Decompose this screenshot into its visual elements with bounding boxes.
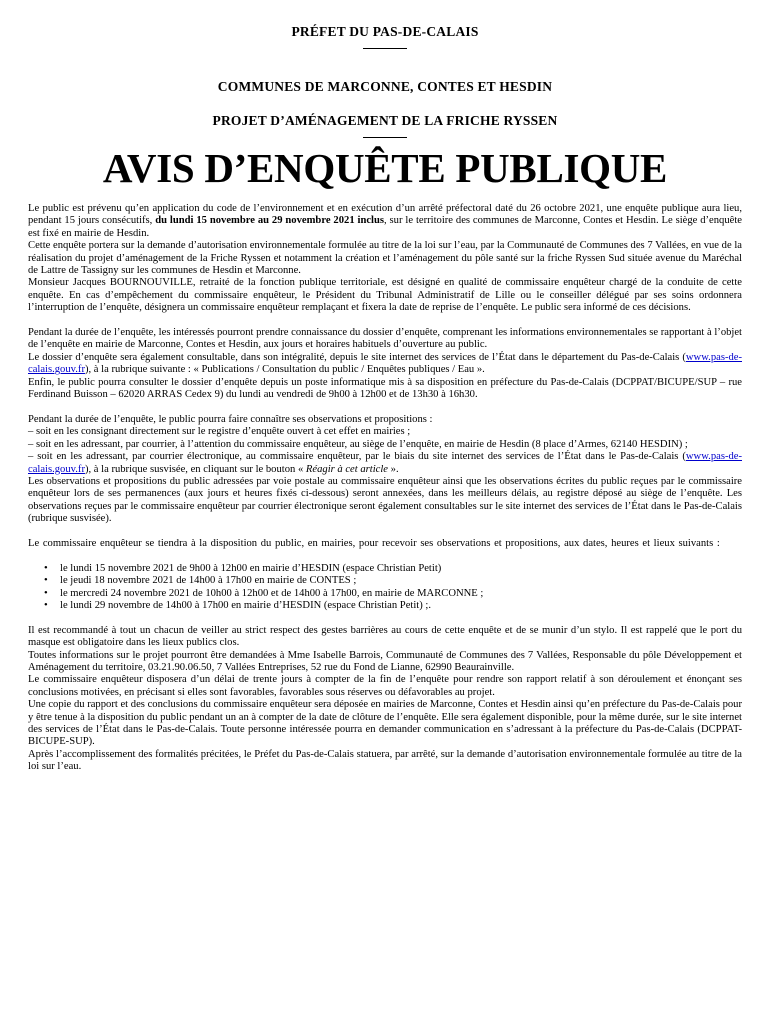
divider [363, 48, 407, 49]
inquiry-dates: du lundi 15 novembre au 29 novembre 2021 inclus [155, 215, 385, 227]
list-item: • le lundi 15 novembre 2021 de 9h00 à 12h00 en mairie d’HESDIN (espace Christian Petit) [44, 562, 442, 574]
decision-paragraph: Après l’accomplissement des formalités précitées, le Préfet du Pas-de-Calais statuera, par arrêté, sur la demande d’autorisation environnementale formulée au titre de la loi sur l’eau. [28, 748, 742, 773]
observation-method-mail: – soit en les adressant, par courrier, à l’attention du commissaire enquêteur, au siège de l’enquête, en mairie de Hesdin (8 place d’Armes, 62140 HESDIN) ; [28, 438, 688, 450]
terminal-consultation-paragraph: Enfin, le public pourra consulter le dossier d’enquête depuis un poste informatique mis à sa disposition en préfecture du Pas-de-Calais (DCPPAT/BICUPE/SUP – rue Ferdinand Buisson – 62020 ARRAS Cedex 9) du lundi au vendredi de 9h00 à 12h00 et de 13h30 à 16h30. [28, 376, 742, 401]
report-availability-paragraph: Une copie du rapport et des conclusions du commissaire enquêteur sera déposée en mairies de Marconne, Contes et Hesdin ainsi qu’en préfecture du Pas-de-Calais pour y être tenue à la disposition du public pendant un an à compter de la date de clôture de l’enquête. Elle sera également disponible, pour la même durée, sur le site internet des services de l’État dans le Pas-de-Calais. Toute personne intéressée pourra en demander communication en s’adressant à la préfecture du Pas-de-Calais (DCPPAT-BICUPE-SUP). [28, 699, 742, 748]
online-consultation-paragraph: Le dossier d’enquête sera également consultable, dans son intégralité, depuis le site internet des services de l’État dans le département du Pas-de-Calais (www.pas-de-calais.gouv.fr), à la rubrique suivante : « Publications / Consultation du public / Enquêtes publiques / Eau ». [28, 351, 742, 376]
divider [363, 137, 407, 138]
permanences-list [28, 563, 742, 613]
bullet-icon: • [44, 575, 48, 587]
bullet-icon: • [44, 599, 48, 611]
consultation-section [28, 327, 742, 401]
bullet-icon: • [44, 562, 48, 574]
list-item: • le lundi 29 novembre de 14h00 à 17h00 en mairie d’HESDIN (espace Christian Petit) ;. [44, 599, 431, 611]
bullet-icon: • [44, 587, 48, 599]
observations-intro: Pendant la durée de l’enquête, le public pourra faire connaître ses observations et propositions : [28, 413, 433, 425]
permanences-intro: Le commissaire enquêteur se tiendra à la disposition du public, en mairies, pour recevoir ses observations et propositions, aux dates, heures et lieux suivants : [28, 537, 720, 549]
observation-method-email: – soit en les adressant, par courrier électronique, au commissaire enquêteur, par le biais du site internet des services de l’État dans le Pas-de-Calais (www.pas-de-calais.gouv.fr), à la rubrique susvisée, en cliquant sur le bouton « Réagir à cet article ». [28, 451, 742, 475]
commissioner-paragraph: Monsieur Jacques BOURNOUVILLE, retraité de la fonction publique territoriale, est désigné en qualité de commissaire enquêteur chargé de la conduite de cette enquête. En cas d’empêchement du commissaire enquêteur, le Président du Tribunal Administratif de Lille ou le conseiller délégué par ses soins ordonnera l’interruption de l’enquête, désignera un commissaire enquêteur remplaçant et fixera la date de reprise de l’enquête. Le public sera informé de ces décisions. [28, 277, 742, 314]
list-item: • le jeudi 18 novembre 2021 de 14h00 à 17h00 en mairie de CONTES ; [44, 575, 357, 587]
react-button-label: Réagir à cet article [305, 463, 388, 475]
report-deadline-paragraph: Le commissaire enquêteur disposera d’un délai de trente jours à compter de la fin de l’enquête pour rendre son rapport relatif à son déroulement et énonçant ses conclusions motivées, en précisant si elles sont favorables, favorables sous réserves ou défavorables au projet. [28, 674, 742, 698]
health-measures-paragraph: Il est recommandé à tout un chacun de veiller au strict respect des gestes barrières au cours de cette enquête et de se munir d’un stylo. Il est rappelé que le port du masque est obligatoire dans les lieux publics clos. [28, 624, 742, 649]
communes-heading: COMMUNES DE MARCONNE, CONTES ET HESDIN [217, 79, 553, 94]
observation-method-register: – soit en les consignant directement sur le registre d’enquête ouvert à cet effet en mairies ; [28, 426, 411, 438]
project-heading: PROJET D’AMÉNAGEMENT DE LA FRICHE RYSSEN [212, 113, 558, 128]
observations-handling-paragraph: Les observations et propositions du public adressées par voie postale au commissaire enquêteur ainsi que les observations écrites du public reçues par le commissaire enquêteur lors de ses permanences (aux jours et heures fixés ci-dessous) seront annexées, dans les meilleurs délais, au registre déposé au siège de l’enquête. Les observations reçues par le commissaire enquêteur par courrier électronique seront également consultables sur le site internet des services de l’État dans le Pas-de-Calais (rubrique susvisée). [28, 475, 742, 525]
list-item: • le mercredi 24 novembre 2021 de 10h00 à 12h00 et de 14h00 à 17h00, en mairie de MARCONNE ; [44, 587, 484, 599]
contact-paragraph: Toutes informations sur le projet pourront être demandées à Mme Isabelle Barrois, Communauté de Communes des 7 Vallées, Responsable du pôle Développement et Aménagement du territoire, 03.21.90.06.50, 7 Vallées Entreprises, 52 rue du Fond de Lianne, 62990 Beaurainville. [28, 649, 742, 673]
intro-paragraph: Le public est prévenu qu’en application du code de l’environnement et en exécution d’un arrêté préfectoral daté du 26 octobre 2021, une enquête publique aura lieu, pendant 15 jours consécutifs, du lundi 15 novembre au 29 novembre 2021 inclus, sur le territoire des communes de Marconne, Contes et Hesdin. Le siège d’enquête est fixé en mairie de Hesdin. [28, 203, 743, 239]
observations-section [28, 414, 742, 526]
notice-page [28, 20, 742, 774]
notice-title: AVIS D’ENQUÊTE PUBLIQUE [102, 145, 668, 191]
prefecture-website-link[interactable]: www.pas-de-calais.gouv.fr [28, 451, 742, 475]
prefect-heading: PRÉFET DU PAS-DE-CALAIS [291, 24, 479, 39]
consultation-paragraph: Pendant la durée de l’enquête, les intéressés pourront prendre connaissance du dossier d’enquête, comprenant les informations environnementales se rapportant à l’objet de l’enquête en mairie de Marconne, Contes et Hesdin, aux jours et horaires habituels d’ouverture au public. [28, 327, 742, 351]
subject-paragraph: Cette enquête portera sur la demande d’autorisation environnementale formulée au titre de la loi sur l’eau, par la Communauté de Communes des 7 Vallées, en vue de la réalisation du projet d’aménagement de la Friche Ryssen et notamment la création et l’aménagement du pôle santé sur la friche Ryssen Sud située avenue du Maréchal de Lattre de Tassigny sur les communes de Hesdin et Marconne. [28, 240, 742, 277]
prefecture-website-link[interactable]: www.pas-de-calais.gouv.fr [28, 351, 742, 376]
